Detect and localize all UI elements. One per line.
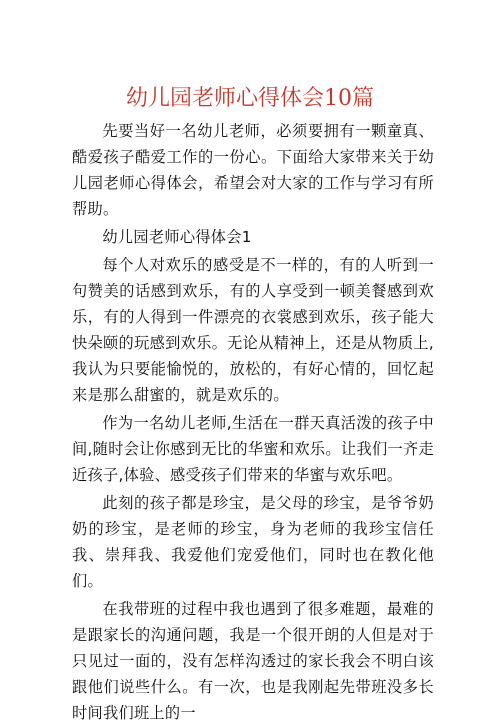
- body-paragraph-3: 此刻的孩子都是珍宝，是父母的珍宝，是爷爷奶奶的珍宝，是老师的珍宝，身为老师的我珍宝信任我、崇拜我、我爱他们宠爱他们，同时也在教化他们。: [72, 494, 434, 590]
- body-paragraph-4: 在我带班的过程中我也遇到了很多难题，最难的是跟家长的沟通问题，我是一个很开朗的人但是对于只见过一面的，没有怎样沟透过的家长我会不明白该跟他们说些什么。有一次，也是我刚起先带班没多长时间我们班上的一: [72, 600, 434, 722]
- document-body: [72, 118, 434, 728]
- section-heading: 幼儿园老师心得体会1: [102, 228, 252, 246]
- intro-paragraph: 先要当好一名幼儿老师，必须要拥有一颗童真、酷爱孩子酷爱工作的一份心。下面给大家带来关于幼儿园老师心得体会，希望会对大家的工作与学习有所帮助。: [72, 122, 434, 218]
- document-title: 幼儿园老师心得体会10篇: [126, 86, 374, 111]
- body-paragraph-1: 每个人对欢乐的感受是不一样的，有的人听到一句赞美的话感到欢乐，有的人享受到一顿美餐感到欢乐，有的人得到一件漂亮的衣裳感到欢乐，孩子能大快朵颐的玩感到欢乐。无论从精神上，还是从物质上,我认为只要能愉悦的，放松的，有好心情的，回忆起来是那么甜蜜的，就是欢乐的。: [72, 256, 434, 404]
- body-paragraph-2: 作为一名幼儿老师,生活在一群天真活泼的孩子中间,随时会让你感到无比的华蜜和欢乐。让我们一齐走近孩子,体验、感受孩子们带来的华蜜与欢乐吧。: [72, 414, 434, 484]
